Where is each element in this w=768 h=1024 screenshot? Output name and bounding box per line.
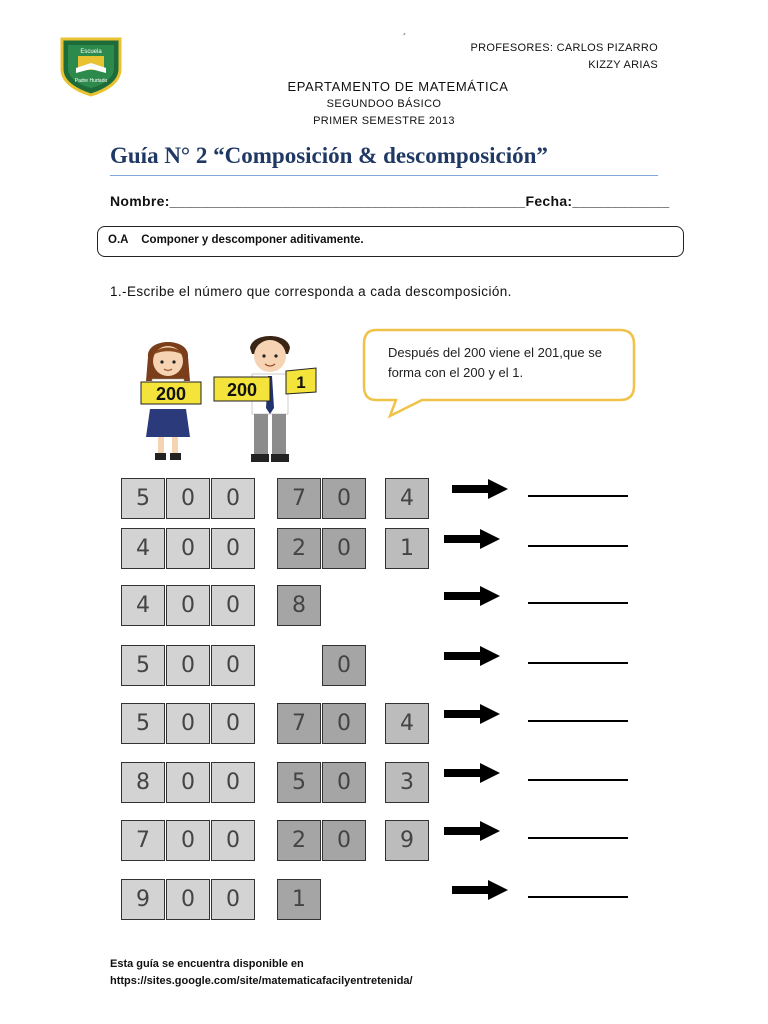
date-label: Fecha: (525, 193, 573, 209)
boy-number-card-200 (213, 376, 271, 402)
hundreds-digit-cell: 7 (121, 820, 165, 861)
hundreds-digit-cell: 5 (121, 645, 165, 686)
hundreds-digit-cell: 0 (211, 585, 255, 626)
tens-digit-cell: 0 (322, 478, 366, 519)
units-digit-cell: 1 (277, 879, 321, 920)
boy-card-value-1: 200 (226, 380, 258, 400)
right-arrow-icon (444, 585, 500, 607)
tens-digit-cell: 0 (322, 762, 366, 803)
answer-blank[interactable] (528, 896, 628, 898)
page-title: Guía N° 2 “Composición & descomposición” (110, 143, 548, 168)
units-digit-cell: 4 (385, 478, 429, 519)
hundreds-digit-cell: 0 (166, 528, 210, 569)
answer-blank[interactable] (528, 662, 628, 664)
boy-card-value-2: 1 (296, 373, 306, 392)
teachers-line-1: PROFESORES: CARLOS PIZARRO (470, 42, 658, 54)
answer-blank[interactable] (528, 545, 628, 547)
name-blank[interactable]: ____________________________________________ (169, 193, 526, 209)
speech-bubble-text: Después del 200 viene el 201,que se forma con el 200 y el 1. (388, 345, 602, 380)
hundreds-digit-cell: 0 (166, 478, 210, 519)
answer-blank[interactable] (528, 495, 628, 497)
right-arrow-icon (444, 703, 500, 725)
stray-mark: ´ (403, 33, 407, 44)
right-arrow-icon (452, 879, 508, 901)
logo-bottom-text: Padre Hurtado (74, 78, 108, 84)
tens-digit-cell: 0 (322, 820, 366, 861)
hundreds-digit-cell: 4 (121, 585, 165, 626)
department-title: EPARTAMENTO DE MATEMÁTICA (287, 79, 509, 94)
teachers-block (470, 40, 658, 74)
right-arrow-icon (444, 762, 500, 784)
right-arrow-icon (444, 645, 500, 667)
hundreds-digit-cell: 0 (166, 645, 210, 686)
tens-digit-cell: 0 (322, 703, 366, 744)
objective-code: O.A (108, 234, 129, 246)
answer-blank[interactable] (528, 720, 628, 722)
tens-digit-cell: 0 (322, 528, 366, 569)
tens-digit-cell: 5 (277, 762, 321, 803)
grade-label: SEGUNDOO BÁSICO (326, 98, 442, 110)
right-arrow-icon (452, 478, 508, 500)
right-arrow-icon (444, 528, 500, 550)
units-digit-cell: 8 (277, 585, 321, 626)
answer-blank[interactable] (528, 779, 628, 781)
teachers-line-2: KIZZY ARIAS (588, 59, 658, 71)
objective-text (108, 234, 364, 246)
hundreds-digit-cell: 0 (211, 478, 255, 519)
hundreds-digit-cell: 0 (166, 879, 210, 920)
right-arrow-icon (444, 820, 500, 842)
hundreds-digit-cell: 0 (211, 820, 255, 861)
hundreds-digit-cell: 4 (121, 528, 165, 569)
hundreds-digit-cell: 0 (166, 762, 210, 803)
hundreds-digit-cell: 0 (166, 820, 210, 861)
hundreds-digit-cell: 0 (211, 703, 255, 744)
tens-digit-cell: 0 (322, 645, 366, 686)
units-digit-cell: 3 (385, 762, 429, 803)
name-date-row (110, 193, 669, 209)
answer-blank[interactable] (528, 602, 628, 604)
title-divider (110, 175, 658, 176)
tens-digit-cell: 2 (277, 528, 321, 569)
boy-number-card-1 (284, 367, 318, 395)
date-blank[interactable]: ____________ (572, 193, 670, 209)
exercise-instruction: 1.-Escribe el número que corresponda a cada descomposición. (110, 284, 512, 299)
hundreds-digit-cell: 5 (121, 703, 165, 744)
semester-label: PRIMER SEMESTRE 2013 (313, 115, 455, 127)
hundreds-digit-cell: 0 (211, 762, 255, 803)
units-digit-cell: 4 (385, 703, 429, 744)
footer-link[interactable]: https://sites.google.com/site/matematicafacilyentretenida/ (110, 975, 413, 987)
name-label: Nombre: (110, 193, 170, 209)
hundreds-digit-cell: 0 (211, 528, 255, 569)
objective-description: Componer y descomponer aditivamente. (141, 234, 364, 246)
girl-card-value: 200 (155, 384, 187, 404)
tens-digit-cell: 7 (277, 478, 321, 519)
hundreds-digit-cell: 0 (211, 879, 255, 920)
footer-note (110, 956, 413, 990)
hundreds-digit-cell: 9 (121, 879, 165, 920)
hundreds-digit-cell: 0 (166, 585, 210, 626)
footer-line-1: Esta guía se encuentra disponible en (110, 958, 304, 970)
units-digit-cell: 9 (385, 820, 429, 861)
units-digit-cell: 1 (385, 528, 429, 569)
hundreds-digit-cell: 0 (211, 645, 255, 686)
answer-blank[interactable] (528, 837, 628, 839)
tens-digit-cell: 7 (277, 703, 321, 744)
hundreds-digit-cell: 8 (121, 762, 165, 803)
hundreds-digit-cell: 0 (166, 703, 210, 744)
girl-number-card (140, 381, 202, 405)
tens-digit-cell: 2 (277, 820, 321, 861)
hundreds-digit-cell: 5 (121, 478, 165, 519)
logo-top-text: Escuela (80, 49, 102, 55)
